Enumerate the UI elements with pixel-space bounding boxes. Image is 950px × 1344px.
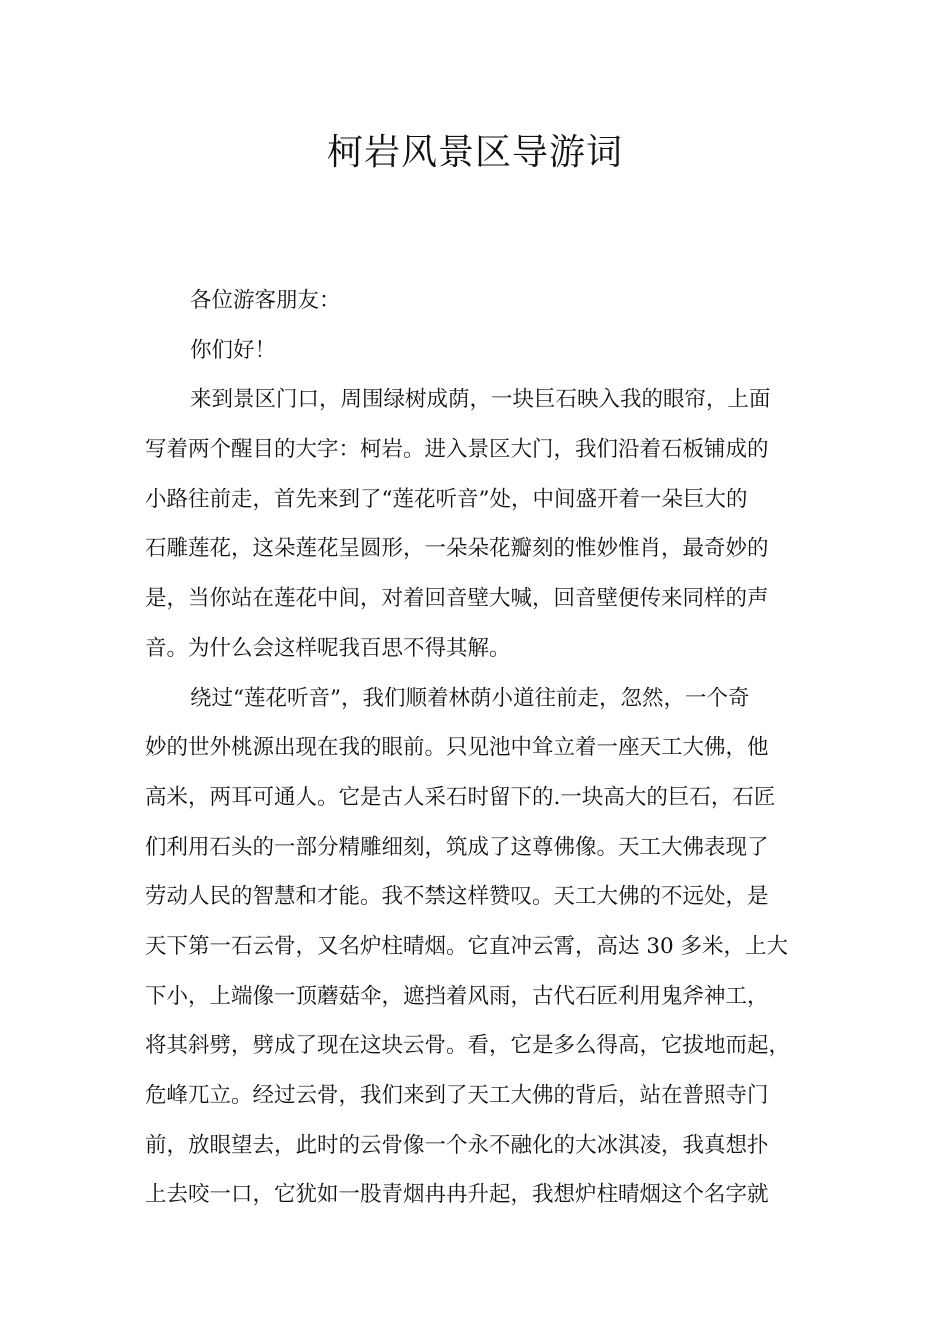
text-line: 绕过“莲花听音”，我们顺着林荫小道往前走，忽然，一个奇: [190, 685, 750, 711]
text-line: 写着两个醒目的大字：柯岩。进入景区大门，我们沿着石板铺成的: [145, 437, 769, 463]
text-line: 高米，两耳可通人。它是古人采石时留下的.一块高大的巨石，石匠: [145, 784, 776, 810]
text-line: 是，当你站在莲花中间，对着回音壁大喊，回音壁便传来同样的声: [145, 586, 769, 612]
text-line: 上去咬一口，它犹如一股青烟冉冉升起，我想炉柱晴烟这个名字就: [145, 1182, 769, 1208]
text-line: 前，放眼望去，此时的云骨像一个永不融化的大冰淇凌，我真想扑: [145, 1132, 769, 1158]
text-line: 你们好！: [190, 337, 277, 363]
text-line: 将其斜劈，劈成了现在这块云骨。看，它是多么得高，它拔地而起，: [145, 1033, 791, 1059]
text-line: 妙的世外桃源出现在我的眼前。只见池中耸立着一座天工大佛，他: [145, 735, 769, 761]
text-line: 危峰兀立。经过云骨，我们来到了天工大佛的背后，站在普照寺门: [145, 1083, 769, 1108]
text-line: 音。为什么会这样呢我百思不得其解。: [145, 635, 511, 661]
text-line: 石雕莲花，这朵莲花呈圆形，一朵朵花瓣刻的惟妙惟肖，最奇妙的: [145, 536, 769, 562]
text-line: 天下第一石云骨，又名炉柱晴烟。它直冲云霄，高达 30 多米，上大: [145, 933, 789, 959]
text-line: 小路往前走，首先来到了“莲花听音”处，中间盛开着一朵巨大的: [145, 486, 748, 512]
document-body: [145, 276, 791, 1220]
text-line: 各位游客朋友：: [190, 288, 341, 313]
text-line: 们利用石头的一部分精雕细刻，筑成了这尊佛像。天工大佛表现了: [145, 834, 769, 860]
text-line: 劳动人民的智慧和才能。我不禁这样赞叹。天工大佛的不远处，是: [145, 884, 769, 910]
text-line: 来到景区门口，周围绿树成荫，一块巨石映入我的眼帘，上面: [190, 387, 771, 413]
text-line: 下小，上端像一顶蘑菇伞，遮挡着风雨，古代石匠利用鬼斧神工，: [145, 983, 769, 1009]
document-title: 柯岩风景区导游词: [326, 132, 623, 173]
